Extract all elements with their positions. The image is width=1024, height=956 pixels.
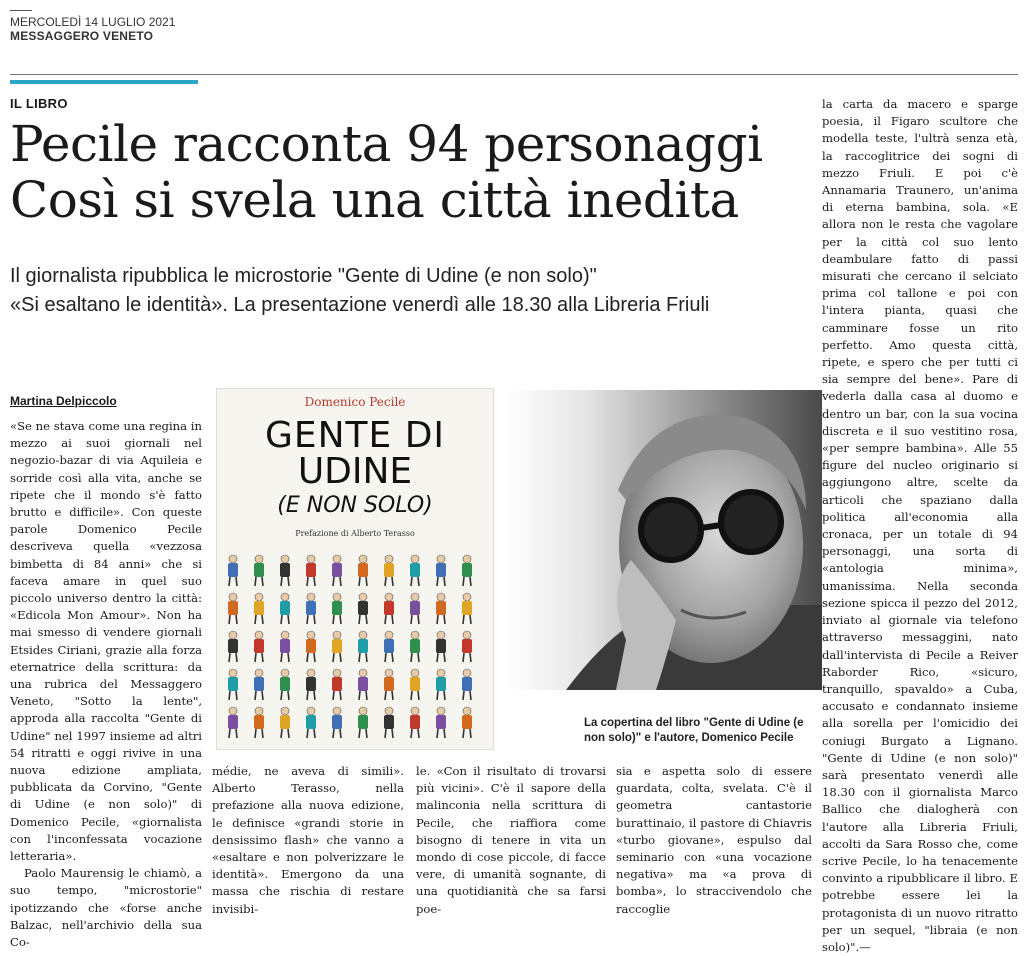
cover-figure — [436, 555, 446, 586]
cover-figure — [254, 593, 264, 624]
cover-figure — [410, 593, 420, 624]
dateline — [10, 10, 175, 43]
cover-figure — [436, 631, 446, 662]
cover-figure — [280, 555, 290, 586]
cover-figure — [358, 555, 368, 586]
subheadline — [10, 262, 820, 320]
publication-name: MESSAGGERO VENETO — [10, 29, 154, 43]
article-paragraph: Paolo Maurensig le chiamò, a suo tempo, "microstorie" ipotizzando che «forse anche Balzac, nell'archivio della sua Co- — [10, 866, 202, 950]
cover-figure — [358, 707, 368, 738]
cover-figure — [384, 669, 394, 700]
author-photo — [506, 390, 822, 690]
headline-line-2: Così si svela una città inedita — [10, 171, 739, 229]
cover-figure — [254, 669, 264, 700]
subheadline-line-1: Il giornalista ripubblica le microstorie "Gente di Udine (e non solo)" — [10, 265, 597, 287]
article-column-4 — [616, 763, 812, 918]
cover-figure — [410, 707, 420, 738]
cover-figure — [280, 669, 290, 700]
cover-figure — [410, 555, 420, 586]
article-column-2 — [212, 763, 404, 918]
article-column-3 — [416, 763, 606, 918]
dateline-rule — [10, 10, 32, 11]
article-paragraph: médie, ne aveva di simili». Alberto Terasso, nella prefazione alla nuova edizione, le definisce «grandi storie in densissimo flash» che vanno a «esaltare e non polverizzare le identità». Emergono da una massa che rischia di restare invisibi- — [212, 764, 404, 916]
article-paragraph: sia e aspetta solo di essere guardata, colta, svelata. C'è il geometra cantastorie burattinaio, il pastore di Chiavris «turbo giovane», espulso dal seminario con «una vocazione negativa» ma «a prova di bomba», lo straccivendolo che raccoglie — [616, 764, 812, 916]
cover-figure — [306, 669, 316, 700]
cover-figure — [332, 707, 342, 738]
headline-line-1: Pecile racconta 94 personaggi — [10, 115, 763, 173]
cover-figure — [462, 631, 472, 662]
cover-figure — [384, 555, 394, 586]
cover-figure — [306, 593, 316, 624]
cover-title-line-2: UDINE — [297, 451, 413, 492]
cover-figure — [228, 593, 238, 624]
article-column-5 — [822, 96, 1018, 956]
cover-figure — [332, 555, 342, 586]
cover-figure — [436, 707, 446, 738]
cover-figure — [306, 555, 316, 586]
article-column-1 — [10, 418, 202, 951]
cover-figure — [254, 707, 264, 738]
cover-figure — [228, 669, 238, 700]
cover-figure — [462, 593, 472, 624]
cover-illustration — [217, 545, 493, 749]
cover-figure — [358, 669, 368, 700]
cover-figure — [462, 707, 472, 738]
cover-figure — [306, 631, 316, 662]
cover-figure — [306, 707, 316, 738]
subheadline-line-2: «Si esaltano le identità». La presentazione venerdì alle 18.30 alla Libreria Friuli — [10, 294, 710, 316]
cover-title-line-1: GENTE DI — [264, 415, 446, 456]
cover-figure — [384, 707, 394, 738]
cover-figure — [280, 593, 290, 624]
article-paragraph: «Se ne stava come una regina in mezzo ai suoi giornali nel negozio-bazar di via Aquileia e sorride così alla vita, anche se ripete che il mondo s'è fatto brutto e difficile». Con queste parole Domenico Pecile descriveva quella «vezzosa bimbetta di 84 anni» che si faceva amare in quel suo piccolo universo dentro la città: «Edicola Mon Amour». Non ha mai smesso di vendere giornali Etsides Ciriani, grazie alla forza eternatrice della scrittura: da una rubrica del Messaggero Veneto, "Sotto la lente", approda alla raccolta "Gente di Udine" nel 1997 insieme ad altri 54 ritratti e oggi rivive in una nuova edizione ampliata, pubblicata da Corvino, "Gente di Udine (e non solo)" di Domenico Pecile, «giornalista con l'inconfessata vocazione letteraria». — [10, 419, 202, 864]
photo-caption: La copertina del libro "Gente di Udine (e non solo)" e l'autore, Domenico Pecile — [584, 717, 804, 744]
book-cover-image — [216, 388, 494, 750]
cover-figure — [410, 631, 420, 662]
headline — [10, 116, 820, 228]
cover-figure — [332, 631, 342, 662]
header-divider — [10, 74, 1018, 75]
cover-figure — [436, 669, 446, 700]
cover-figure — [436, 593, 446, 624]
cover-figure — [228, 555, 238, 586]
cover-figure — [384, 631, 394, 662]
cover-figure — [358, 593, 368, 624]
cover-author: Domenico Pecile — [304, 395, 406, 409]
cover-figure — [462, 669, 472, 700]
cover-figure — [332, 669, 342, 700]
cover-figure — [228, 631, 238, 662]
author-portrait-image — [506, 390, 822, 690]
cover-figure — [332, 593, 342, 624]
cover-figure — [280, 631, 290, 662]
cover-figure — [254, 555, 264, 586]
section-accent-bar — [10, 80, 198, 84]
cover-preface: Prefazione di Alberto Terasso — [295, 529, 415, 538]
cover-figure — [462, 555, 472, 586]
cover-figure — [254, 631, 264, 662]
cover-figure — [358, 631, 368, 662]
article-paragraph: la carta da macero e sparge poesia, il Figaro scultore che modella teste, l'ultrà senza età, la raccoglitrice dei sogni di mezzo Friuli. E poi c'è Annamaria Traunero, un'anima di eterna bambina, sola. «E allora non le resta che vagolare per la città col suo lento deambulare fatto di passi misurati che cercano il selciato prima col tallone e poi con l'intera pianta, quasi che camminare fosse un rito perfetto. Amo questa città, ripete, e spero che per tutti ci sia sempre del bene». Pare di vederla dalla casa al duomo e dentro un bar, con la sua vocina discreta e il suo vestitino rosa, «per sempre bambina». Alle 55 figure del nucleo originario si aggiungono altre, scelte da articoli che spaziano dalla politica all'economia alla cronaca, per un totale di 94 personaggi, una sorta di «antologia minima», umanissima. Nella seconda sezione spicca il pezzo del 2012, inviato al giornale via telefono attraverso messaggini, nato dall'intervista di Pecile a Reiver Raborder Rico, «sicuro, tranquillo, spavaldo» a Cuba, accusato e condannato insieme alla sorella per l'omicidio dei coniugi Burgato a Lignano. "Gente di Udine (e non solo)" sarà presentato venerdì alle 18.30 con il giornalista Marco Ballico che dialogherà con l'autore alla Libreria Friuli, accolti da Sara Rosso che, come scrive Pecile, lo ha tenacemente convinto a ripubblicare il libro. E potrebbe essere lei la protagonista di un nuovo ritratto per un sequel, "libraia (e non solo)".— — [822, 97, 1018, 954]
section-kicker: IL LIBRO — [10, 96, 68, 111]
cover-figure — [228, 707, 238, 738]
cover-figure — [410, 669, 420, 700]
byline: Martina Delpiccolo — [10, 394, 117, 408]
cover-figure — [280, 707, 290, 738]
cover-figure — [384, 593, 394, 624]
issue-date: MERCOLEDÌ 14 LUGLIO 2021 — [10, 15, 176, 29]
article-paragraph: le. «Con il risultato di trovarsi più vicini». C'è il sapore della malinconia nella scrittura di Pecile, che riaffiora come bisogno di tenere in vita un mondo di cose piccole, di facce vere, di umanità sognante, di una quotidianità che sa farsi poe- — [416, 764, 606, 916]
cover-title-line-3: (E NON SOLO) — [277, 493, 433, 518]
